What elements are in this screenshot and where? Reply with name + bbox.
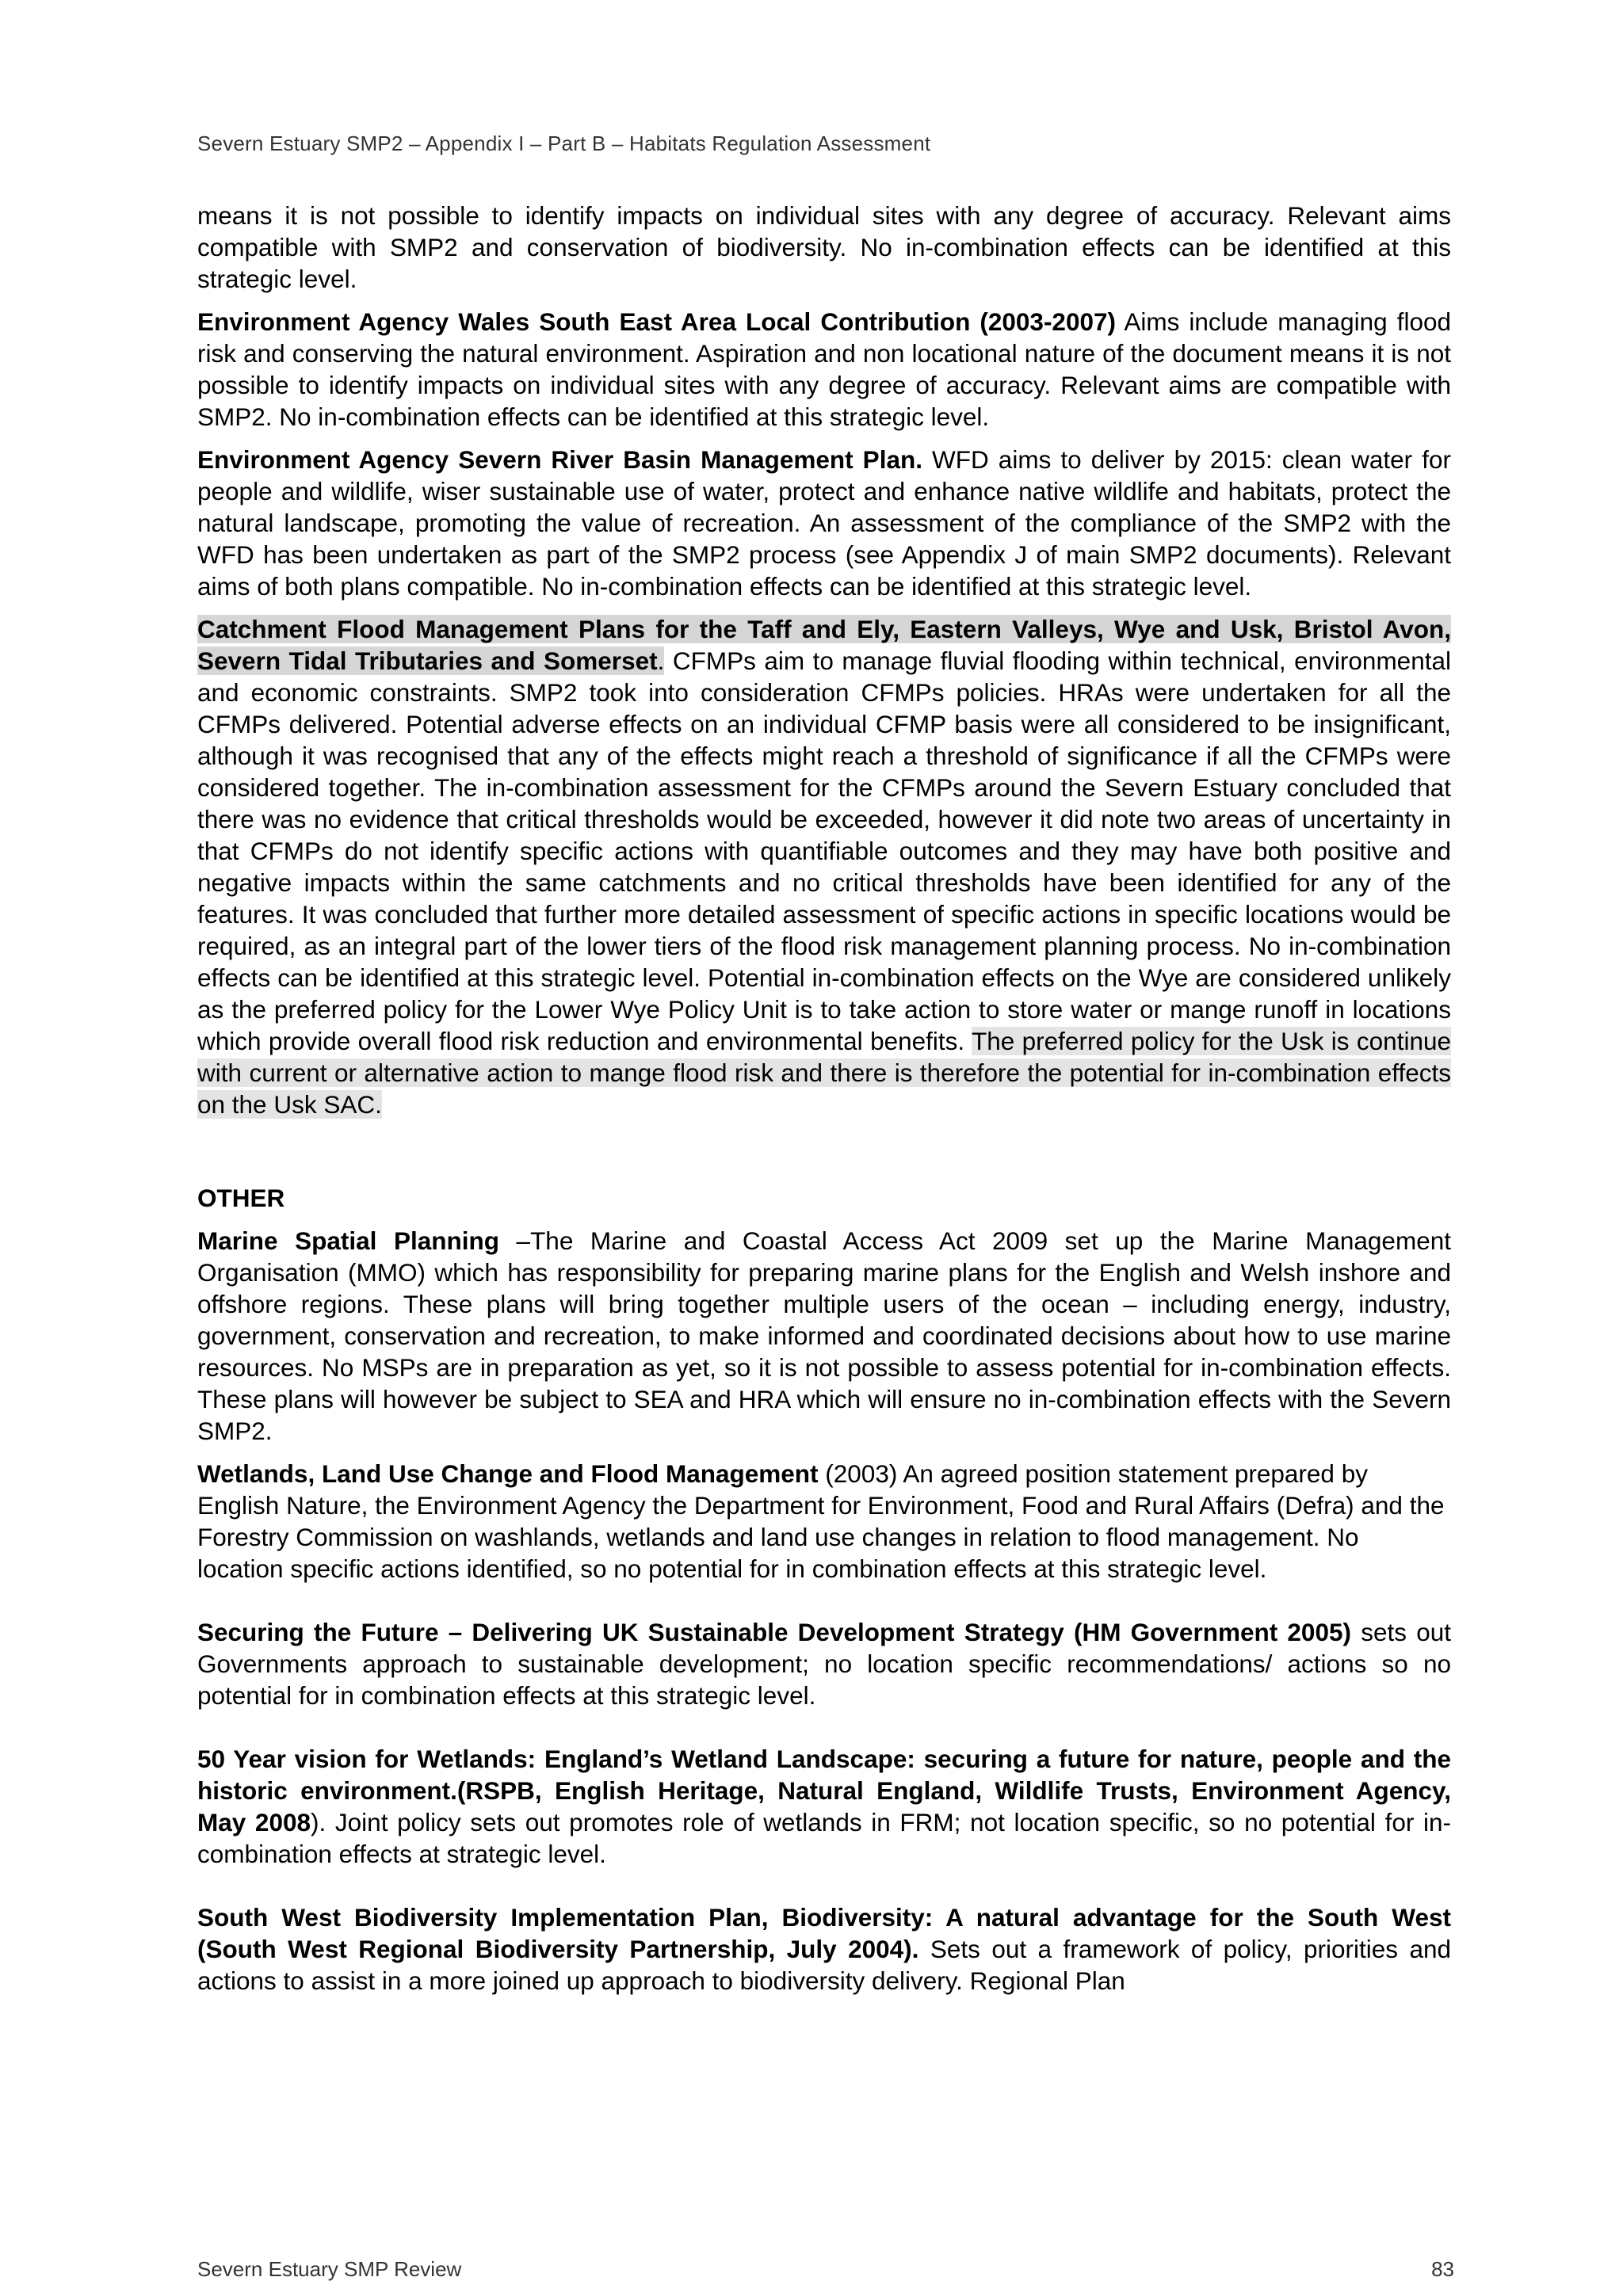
paragraph-title: Marine Spatial Planning [197, 1226, 499, 1255]
spacer [197, 1881, 1451, 1901]
document-body [197, 200, 1451, 2008]
paragraph-rbmp [197, 444, 1451, 602]
paragraph-continuation [197, 200, 1451, 295]
page-footer-title: Severn Estuary SMP Review [197, 2257, 462, 2281]
paragraph-text: sets out Governments approach to sustainable development; no location specific recommendations/ actions so no potential for in combination effects at this strategic level. [197, 1618, 1451, 1710]
paragraph-text: –The Marine and Coastal Access Act 2009 set up the Marine Management Organisation (MMO) which has responsibility for preparing marine plans for the English and Welsh inshore and offshore regions. These plans will bring together multiple users of the ocean – including energy, industry, government, conservation and recreation, to make informed and coordinated decisions about how to use marine resources. No MSPs are in preparation as yet, so it is not possible to assess potential for in-combination effects. These plans will however be subject to SEA and HRA which will ensure no in-combination effects with the Severn SMP2. [197, 1226, 1451, 1445]
paragraph-title: Securing the Future – Delivering UK Sustainable Development Strategy (HM Government 2005) [197, 1618, 1351, 1646]
page-number: 83 [1431, 2257, 1454, 2281]
paragraph-text: Aims include managing flood risk and conserving the natural environment. Aspiration and non locational nature of the document means it is not possible to identify impacts on individual sites with any degree of accuracy. Relevant aims are compatible with SMP2. No in-combination effects can be identified at this strategic level. [197, 307, 1451, 431]
paragraph-title-tail: . [657, 646, 665, 675]
paragraph-title: Environment Agency Wales South East Area Local Contribution (2003-2007) [197, 307, 1116, 336]
paragraph-text: Sets out a framework of policy, priorities and actions to assist in a more joined up approach to biodiversity delivery. Regional Plan [197, 1935, 1452, 1995]
paragraph-title: 50 Year vision for Wetlands: England’s Wetland Landscape: securing a future for nature, people and the historic environment.(RSPB, English Heritage, Natural England, Wildlife Trusts, Environment Agency, May 2008 [197, 1745, 1451, 1836]
section-heading-other: OTHER [197, 1184, 285, 1212]
paragraph-title: Wetlands, Land Use Change and Flood Management [197, 1459, 819, 1488]
paragraph-text: ). Joint policy sets out promotes role of wetlands in FRM; not location specific, so no potential for in-combination effects at strategic level. [197, 1808, 1451, 1868]
paragraph-title: South West Biodiversity Implementation Plan, Biodiversity: A natural advantage for the South West (South West Regional Biodiversity Partnership, July 2004). [197, 1903, 1451, 1963]
paragraph-text: (2003) An agreed position statement prepared by English Nature, the Environment Agency the Department for Environment, Food and Rural Affairs (Defra) and the Forestry Commission on washlands, wetlands and land use changes in relation to flood management. No location specific actions identified, so no potential for in combination effects at this strategic level. [197, 1459, 1445, 1583]
spacer [197, 1131, 1451, 1182]
paragraph-wetlands-land-use [197, 1458, 1451, 1585]
paragraph-title-highlighted: Catchment Flood Management Plans for the Taff and Ely, Eastern Valleys, Wye and Usk, Bristol Avon, Severn Tidal Tributaries and Somerset [197, 615, 1451, 675]
paragraph-south-west-biodiversity [197, 1901, 1451, 1997]
paragraph-text: WFD aims to deliver by 2015: clean water for people and wildlife, wiser sustainable use of water, protect and enhance native wildlife and habitats, protect the natural landscape, promoting the value of recreation. An assessment of the compliance of the SMP2 with the WFD has been undertaken as part of the SMP2 process (see Appendix J of main SMP2 documents). Relevant aims of both plans compatible. No in-combination effects can be identified at this strategic level. [197, 445, 1451, 601]
paragraph-securing-the-future [197, 1616, 1451, 1711]
paragraph-text: CFMPs aim to manage fluvial flooding within technical, environmental and economic constraints. SMP2 took into consideration CFMPs policies. HRAs were undertaken for all the CFMPs delivered. Potential adverse effects on an individual CFMP basis were all considered to be insignificant, although it was recognised that any of the effects might reach a threshold of significance if all the CFMPs were considered together. The in-combination assessment for the CFMPs around the Severn Estuary concluded that there was no evidence that critical thresholds would be exceeded, however it did note two areas of uncertainty in that CFMPs do not identify specific actions with quantifiable outcomes and they may have both positive and negative impacts within the same catchments and no critical thresholds have been identified for any of the features. It was concluded that further more detailed assessment of specific actions in specific locations would be required, as an integral part of the lower tiers of the flood risk management planning process. No in-combination effects can be identified at this strategic level. Potential in-combination effects on the Wye are considered unlikely as the preferred policy for the Lower Wye Policy Unit is to take action to store water or mange runoff in locations which provide overall flood risk reduction and environmental benefits. [197, 646, 1451, 1055]
spacer [197, 1596, 1451, 1616]
paragraph-50-year-vision [197, 1743, 1451, 1870]
paragraph-cfmp [197, 613, 1451, 1120]
paragraph-ea-wales [197, 306, 1451, 433]
spacer [197, 1722, 1451, 1743]
paragraph-text: means it is not possible to identify impacts on individual sites with any degree of accuracy. Relevant aims compatible with SMP2 and conservation of biodiversity. No in-combination effects can be identified at this strategic level. [197, 201, 1451, 293]
page-header: Severn Estuary SMP2 – Appendix I – Part B – Habitats Regulation Assessment [197, 132, 931, 155]
highlighted-text: The preferred policy for the Usk is continue with current or alternative action to mange flood risk and there is therefore the potential for in-combination effects on the Usk SAC. [197, 1027, 1451, 1119]
paragraph-title: Environment Agency Severn River Basin Management Plan. [197, 445, 922, 474]
paragraph-marine-spatial-planning [197, 1225, 1451, 1447]
